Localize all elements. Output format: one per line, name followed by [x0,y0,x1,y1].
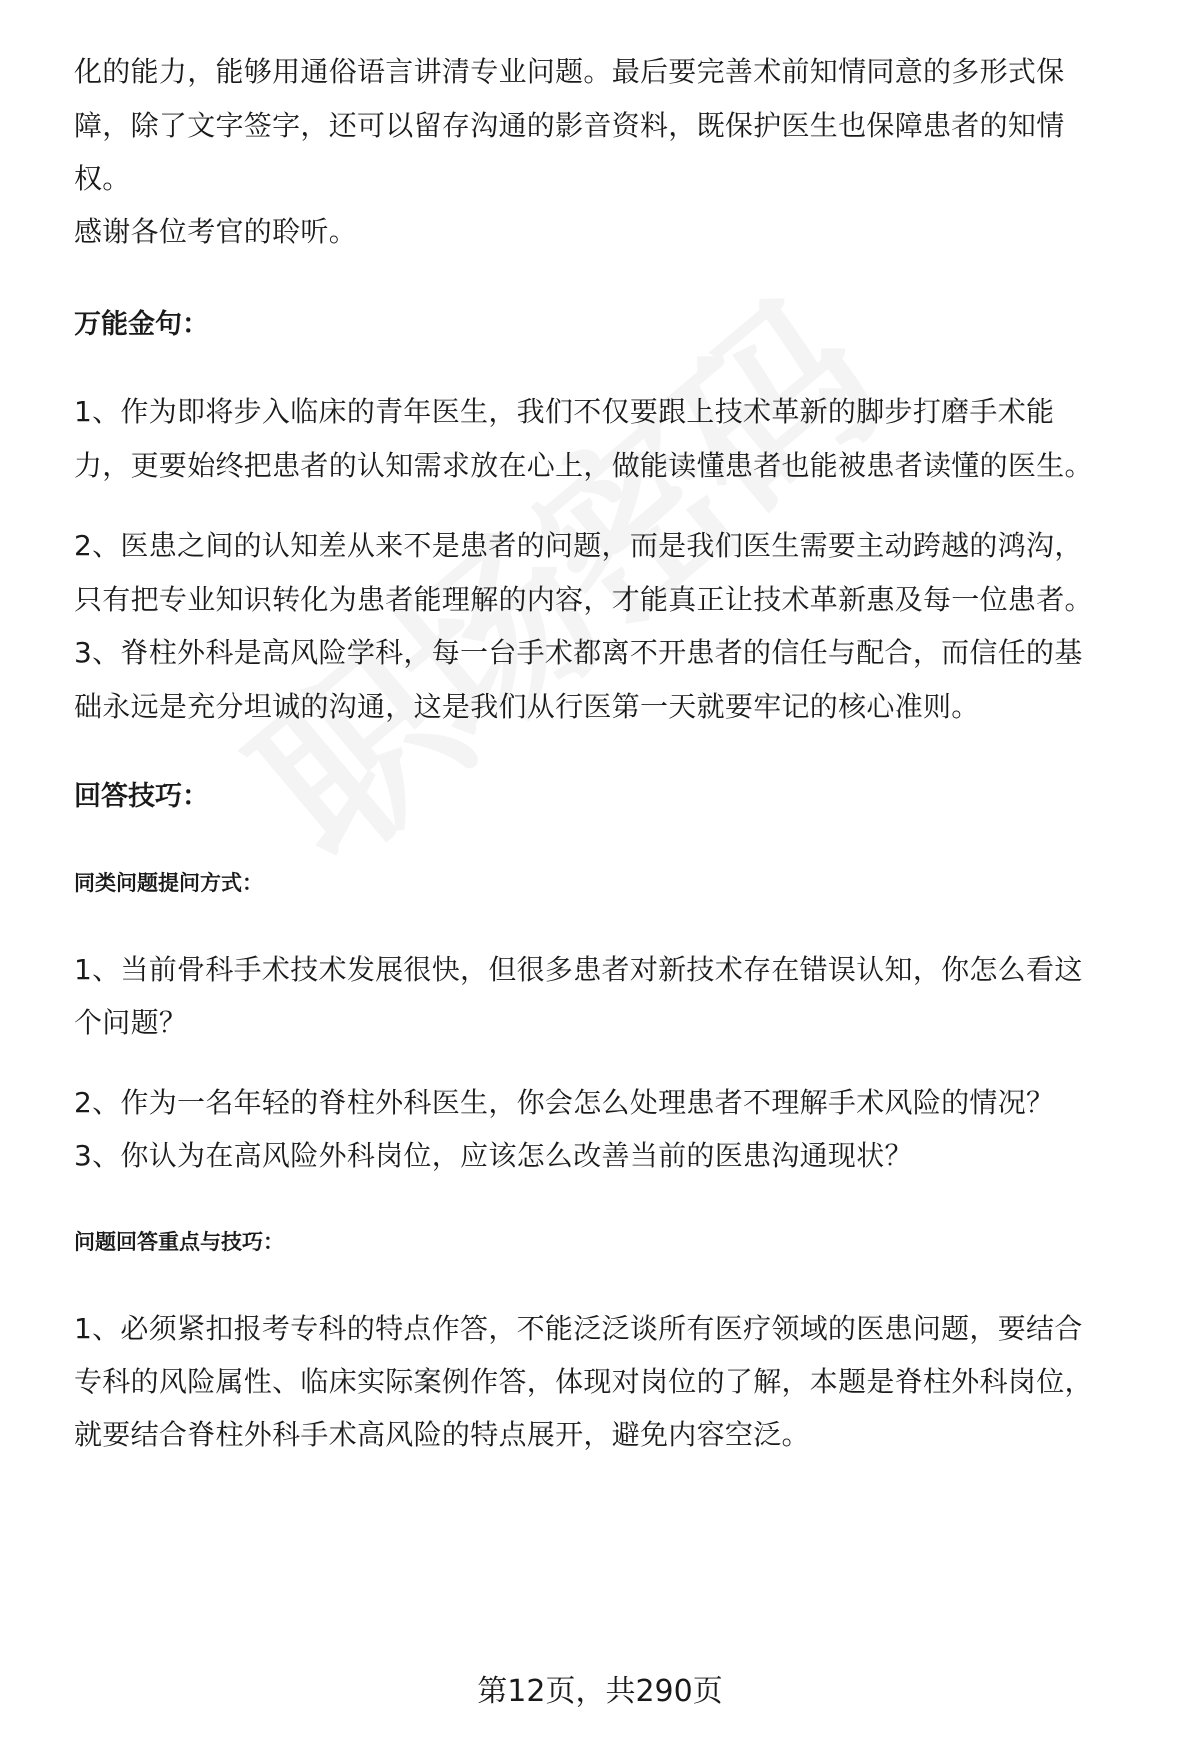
section-heading-golden-sentences: 万能金句： [74,309,209,340]
similar-question-line: 1、当前骨科手术技术发展很快，但很多患者对新技术存在错误认知，你怎么看这 [74,953,1083,986]
golden-sentence-line: 3、脊柱外科是高风险学科，每一台手术都离不开患者的信任与配合，而信任的基 [74,636,1083,669]
intro-line: 障，除了文字签字，还可以留存沟通的影音资料，既保护医生也保障患者的知情 [74,109,1065,142]
key-point-line: 就要结合脊柱外科手术高风险的特点展开，避免内容空泛。 [74,1418,810,1451]
document-page [74,0,1138,1755]
golden-sentence-line: 2、医患之间的认知差从来不是患者的问题，而是我们医生需要主动跨越的鸿沟， [74,529,1083,562]
section-heading-answer-tips: 回答技巧： [74,781,209,812]
golden-sentence-line: 力，更要始终把患者的认知需求放在心上，做能读懂患者也能被患者读懂的医生。 [74,449,1093,482]
golden-sentence-line: 1、作为即将步入临床的青年医生，我们不仅要跟上技术革新的脚步打磨手术能 [74,395,1055,428]
subheading-key-points: 问题回答重点与技巧： [74,1230,284,1254]
similar-question-line: 2、作为一名年轻的脊柱外科医生，你会怎么处理患者不理解手术风险的情况？ [74,1086,1055,1119]
subheading-similar-questions: 同类问题提问方式： [74,871,263,895]
intro-line: 感谢各位考官的聆听。 [74,215,358,248]
similar-question-line: 3、你认为在高风险外科岗位，应该怎么改善当前的医患沟通现状？ [74,1139,913,1172]
intro-line: 权。 [74,162,131,195]
key-point-line: 1、必须紧扣报考专科的特点作答，不能泛泛谈所有医疗领域的医患问题，要结合 [74,1312,1083,1345]
page-number: 第12页，共290页 [477,1674,723,1709]
golden-sentence-line: 只有把专业知识转化为患者能理解的内容，才能真正让技术革新惠及每一位患者。 [74,583,1093,616]
golden-sentence-line: 础永远是充分坦诚的沟通，这是我们从行医第一天就要牢记的核心准则。 [74,690,980,723]
intro-line: 化的能力，能够用通俗语言讲清专业问题。最后要完善术前知情同意的多形式保 [74,55,1065,88]
key-point-line: 专科的风险属性、临床实际案例作答，体现对岗位的了解，本题是脊柱外科岗位， [74,1365,1093,1398]
similar-question-line: 个问题？ [74,1006,188,1039]
